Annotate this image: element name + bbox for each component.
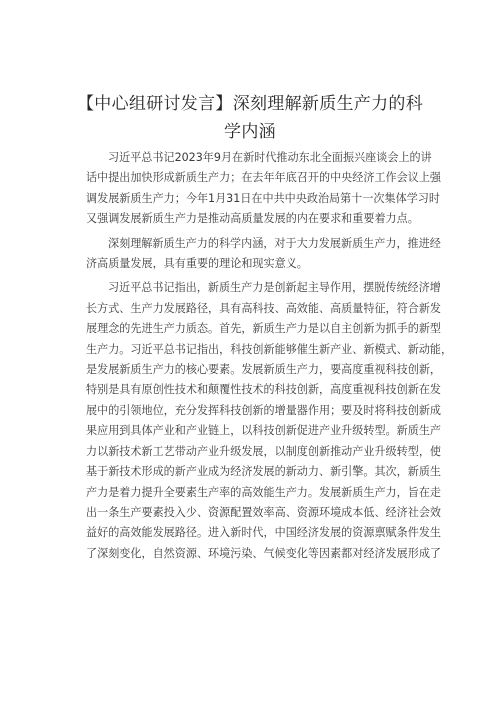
paragraph-line: 习近平总书记2023年9月在新时代推动东北全面振兴座谈会上的讲 <box>108 151 432 164</box>
paragraph-line: 特别是具有原创性技术和颠覆性技术的科技创新，高度重视科技创新在发 <box>86 383 442 397</box>
paragraph-line: 调发展新质生产力；今年1月31日在中共中央政治局第十一次集体学习时 <box>86 191 440 205</box>
paragraph-line: 益好的高效能发展路径。进入新时代，中国经济发展的资源禀赋条件发生 <box>86 526 442 540</box>
paragraph-line: 果应用到具体产业和产业链上，以科技创新促进产业升级转型。新质生产 <box>86 424 442 438</box>
paragraph-line: 了深刻变化，自然资源、环境污染、气候变化等因素都对经济发展形成了 <box>86 546 442 560</box>
paragraph-line: 力以新技术新工艺带动产业升级发展，以制度创新推动产业升级转型，使 <box>86 444 442 458</box>
paragraph-line: 出一条生产要素投入少、资源配置效率高、资源环境成本低、经济社会效 <box>86 505 442 519</box>
paragraph-line: 是发展新质生产力的核心要素。发展新质生产力，要高度重视科技创新， <box>86 363 442 377</box>
title-line-2: 学内涵 <box>224 122 276 142</box>
paragraph-line: 长方式、生产力发展路径，具有高科技、高效能、高质量特征，符合新发 <box>86 301 442 315</box>
paragraph-line: 济高质量发展，具有重要的理论和现实意义。 <box>86 257 308 271</box>
paragraph-line: 展理念的先进生产力质态。首先，新质生产力是以自主创新为抓手的新型 <box>86 322 442 336</box>
title-line-1: 【中心组研讨发言】深刻理解新质生产力的科 <box>77 94 423 114</box>
paragraph-line: 生产力。习近平总书记指出，科技创新能够催生新产业、新模式、新动能， <box>86 342 453 356</box>
paragraph-2 <box>86 234 441 275</box>
paragraph-line: 基于新技术形成的新产业成为经济发展的新动力、新引擎。其次，新质生 <box>86 465 442 479</box>
document-body <box>86 148 453 564</box>
paragraph-line: 深刻理解新质生产力的科学内涵，对于大力发展新质生产力，推进经 <box>108 236 441 250</box>
paragraph-line: 话中提出加快形成新质生产力；在去年年底召开的中央经济工作会议上强 <box>86 171 442 185</box>
paragraph-line: 展中的引领地位，充分发挥科技创新的增量器作用；要及时将科技创新成 <box>86 403 442 417</box>
paragraph-3 <box>86 278 453 564</box>
paragraph-line: 又强调发展新质生产力是推动高质量发展的内在要求和重要着力点。 <box>86 212 419 226</box>
paragraph-1 <box>86 148 442 230</box>
document-title <box>64 90 436 146</box>
paragraph-line: 习近平总书记指出，新质生产力是创新起主导作用，摆脱传统经济增 <box>108 281 441 295</box>
paragraph-line: 产力是着力提升全要素生产率的高效能生产力。发展新质生产力，旨在走 <box>86 485 442 499</box>
